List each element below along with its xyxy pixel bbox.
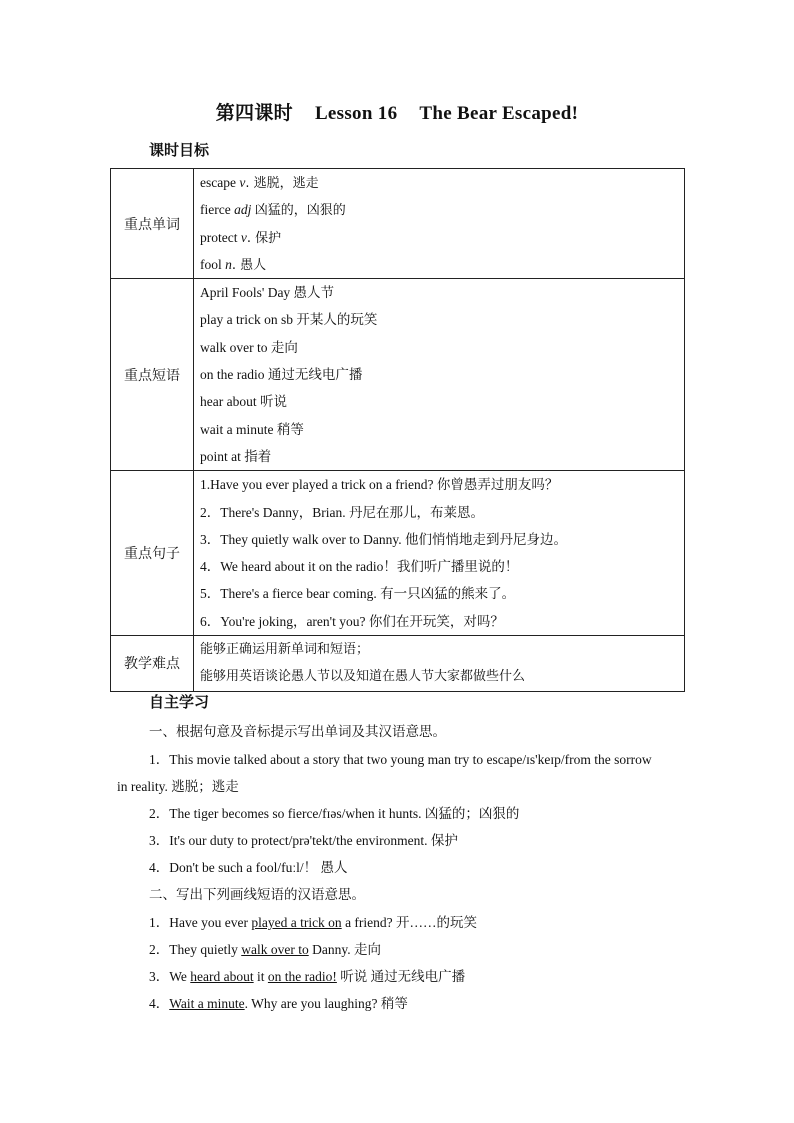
goals-heading: 课时目标 [149, 143, 210, 159]
word-item: fierce adj 凶猛的，凶狠的 [200, 202, 346, 219]
difficulties-cell [194, 636, 685, 692]
phrase-item: wait a minute 稍等 [200, 421, 304, 437]
title-lesson-name: The Bear Escaped! [419, 103, 579, 124]
part2-instruction: 二、写出下列画线短语的汉语意思。 [149, 887, 365, 903]
exercise-item: 1．This movie talked about a story that two young man try to escape/ɪs'keɪp/from the sorrow [149, 752, 652, 767]
category-sentences: 重点句子 [111, 471, 194, 636]
goals-table [110, 168, 685, 692]
category-words: 重点单词 [111, 169, 194, 279]
exercise-item: 1．Have you ever played a trick on a friend? 开……的玩笑 [149, 915, 478, 930]
table-row-sentences [111, 471, 685, 636]
title-lesson-period: 第四课时 [215, 103, 293, 124]
exercise-item: 3．We heard about it on the radio! 听说 通过无线电广播 [149, 969, 466, 984]
exercise-item: 4．Don't be such a fool/fuːl/！ 愚人 [149, 860, 348, 875]
word-item: fool n. 愚人 [200, 256, 267, 273]
sentence-item: 6．You're joking，aren't you? 你们在开玩笑，对吗？ [200, 613, 504, 629]
sentence-item: 3．They quietly walk over to Danny. 他们悄悄地走到丹尼身边。 [200, 531, 567, 547]
exercise-item-continuation: in reality. 逃脱；逃走 [117, 779, 239, 794]
underlined-phrase: on the radio! [267, 969, 337, 984]
sentence-item: 5．There's a fierce bear coming. 有一只凶猛的熊来了。 [200, 586, 516, 602]
underlined-phrase: walk over to [241, 942, 309, 957]
table-row-difficulties [111, 636, 685, 692]
phrase-item: play a trick on sb 开某人的玩笑 [200, 312, 378, 328]
underlined-phrase: played a trick on [251, 915, 342, 930]
word-item: escape v. 逃脱，逃走 [200, 175, 319, 191]
phrase-item: April Fools' Day 愚人节 [200, 285, 335, 301]
category-difficulties: 教学难点 [111, 636, 194, 692]
difficulty-item: 能够用英语谈论愚人节以及知道在愚人节大家都做些什么 [200, 669, 526, 685]
part1-instruction: 一、根据句意及音标提示写出单词及其汉语意思。 [149, 724, 446, 740]
word-item: protect v. 保护 [200, 229, 282, 246]
sentences-cell [194, 471, 685, 636]
phrases-cell [194, 279, 685, 471]
table-row-phrases [111, 279, 685, 471]
phrase-item: on the radio 通过无线电广播 [200, 367, 363, 383]
sentence-item: 2．There's Danny，Brian. 丹尼在那儿，布莱恩。 [200, 504, 485, 520]
exercise-item: 3．It's our duty to protect/prə'tekt/the environment. 保护 [149, 833, 458, 848]
exercise-item: 2．The tiger becomes so fierce/fɪəs/when it hunts. 凶猛的；凶狠的 [149, 806, 520, 821]
page-title [0, 98, 794, 125]
underlined-phrase: Wait a minute [169, 996, 245, 1011]
table-row-words [111, 169, 685, 279]
difficulty-item: 能够正确运用新单词和短语； [200, 642, 370, 658]
phrase-item: walk over to 走向 [200, 339, 298, 355]
self-study-heading: 自主学习 [149, 695, 210, 711]
phrase-item: hear about 听说 [200, 394, 287, 410]
title-lesson-number: Lesson 16 [314, 103, 398, 124]
words-cell [194, 169, 685, 279]
phrase-item: point at 指着 [200, 448, 272, 464]
exercise-item: 2．They quietly walk over to Danny. 走向 [149, 942, 381, 957]
underlined-phrase: heard about [190, 969, 254, 984]
category-phrases: 重点短语 [111, 279, 194, 471]
sentence-item: 1.Have you ever played a trick on a friend? 你曾愚弄过朋友吗？ [200, 477, 559, 493]
exercise-item: 4．Wait a minute. Why are you laughing? 稍等 [149, 996, 408, 1011]
sentence-item: 4．We heard about it on the radio！我们听广播里说的！ [200, 559, 519, 575]
